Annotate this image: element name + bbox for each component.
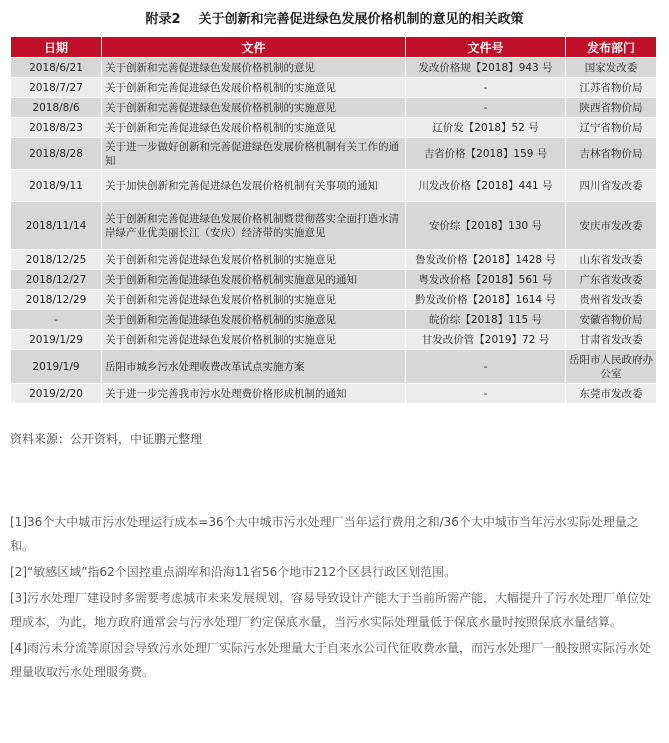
cell-document-number: 辽价发【2018】52 号 bbox=[406, 118, 566, 138]
cell-department: 国家发改委 bbox=[566, 58, 657, 78]
cell-date: 2018/8/28 bbox=[11, 138, 102, 170]
table-row bbox=[11, 384, 657, 404]
cell-document-number: 发改价格规【2018】943 号 bbox=[406, 58, 566, 78]
cell-document: 关于创新和完善促进绿色发展价格机制暨贯彻落实全面打造水清岸绿产业优美丽长江（安庆）经济带的实施意见 bbox=[102, 202, 406, 250]
table-row bbox=[11, 330, 657, 350]
cell-department: 山东省发改委 bbox=[566, 250, 657, 270]
cell-date: 2018/8/23 bbox=[11, 118, 102, 138]
cell-department: 江苏省物价局 bbox=[566, 78, 657, 98]
header-date: 日期 bbox=[11, 37, 102, 58]
table-row bbox=[11, 250, 657, 270]
policy-table bbox=[10, 36, 657, 404]
table-row bbox=[11, 350, 657, 384]
cell-document-number: 皖价综【2018】115 号 bbox=[406, 310, 566, 330]
table-row bbox=[11, 270, 657, 290]
footnote-1: [1]36个大中城市污水处理运行成本=36个大中城市污水处理厂当年运行费用之和/36个大中城市当年污水实际处理量之和。 bbox=[10, 515, 639, 553]
cell-document: 关于创新和完善促进绿色发展价格机制的实施意见 bbox=[102, 330, 406, 350]
header-document: 文件 bbox=[102, 37, 406, 58]
table-row bbox=[11, 290, 657, 310]
cell-document: 关于创新和完善促进绿色发展价格机制的实施意见 bbox=[102, 78, 406, 98]
cell-department: 岳阳市人民政府办公室 bbox=[566, 350, 657, 384]
cell-department: 吉林省物价局 bbox=[566, 138, 657, 170]
table-header-row bbox=[11, 37, 657, 58]
cell-document: 关于创新和完善促进绿色发展价格机制的实施意见 bbox=[102, 98, 406, 118]
cell-department: 陕西省物价局 bbox=[566, 98, 657, 118]
policy-table-container bbox=[10, 36, 656, 404]
table-row bbox=[11, 202, 657, 250]
footnotes bbox=[10, 510, 658, 686]
table-row bbox=[11, 98, 657, 118]
cell-document-number: 甘发改价管【2019】72 号 bbox=[406, 330, 566, 350]
header-document-number: 文件号 bbox=[406, 37, 566, 58]
cell-date: 2018/7/27 bbox=[11, 78, 102, 98]
cell-document-number: 吉省价格【2018】159 号 bbox=[406, 138, 566, 170]
cell-document: 关于进一步做好创新和完善促进绿色发展价格机制有关工作的通知 bbox=[102, 138, 406, 170]
cell-document-number: 鲁发改价格【2018】1428 号 bbox=[406, 250, 566, 270]
cell-document-number: - bbox=[406, 384, 566, 404]
appendix-label: 附录2 bbox=[145, 12, 181, 27]
table-body bbox=[11, 58, 657, 404]
footnote-2: [2]“敏感区域”指62个国控重点湖库和沿海11省56个地市212个区县行政区划范围。 bbox=[10, 565, 457, 579]
cell-document: 关于创新和完善促进绿色发展价格机制的意见 bbox=[102, 58, 406, 78]
cell-document-number: 黔发改价格【2018】1614 号 bbox=[406, 290, 566, 310]
footnote-3: [3]污水处理厂建设时多需要考虑城市未来发展规划，容易导致设计产能大于当前所需产能，大幅提升了污水处理厂单位处理成本，为此，地方政府通常会与污水处理厂约定保底水量，当污水实际处理量低于保底水量时按照保底水量结算。 bbox=[10, 591, 652, 629]
table-row bbox=[11, 170, 657, 202]
cell-date: 2018/12/27 bbox=[11, 270, 102, 290]
cell-document-number: 粤发改价格【2018】561 号 bbox=[406, 270, 566, 290]
cell-date: 2018/12/29 bbox=[11, 290, 102, 310]
table-row bbox=[11, 78, 657, 98]
cell-date: 2019/1/9 bbox=[11, 350, 102, 384]
table-row bbox=[11, 118, 657, 138]
cell-document: 关于加快创新和完善促进绿色发展价格机制有关事项的通知 bbox=[102, 170, 406, 202]
cell-document: 关于创新和完善促进绿色发展价格机制的实施意见 bbox=[102, 250, 406, 270]
cell-department: 安徽省物价局 bbox=[566, 310, 657, 330]
cell-document: 关于进一步完善我市污水处理费价格形成机制的通知 bbox=[102, 384, 406, 404]
cell-date: - bbox=[11, 310, 102, 330]
header-department: 发布部门 bbox=[566, 37, 657, 58]
cell-department: 甘肃省发改委 bbox=[566, 330, 657, 350]
cell-document: 关于创新和完善促进绿色发展价格机制的实施意见 bbox=[102, 310, 406, 330]
cell-department: 贵州省发改委 bbox=[566, 290, 657, 310]
cell-document: 关于创新和完善促进绿色发展价格机制的实施意见 bbox=[102, 118, 406, 138]
table-row bbox=[11, 138, 657, 170]
table-row bbox=[11, 310, 657, 330]
table-row bbox=[11, 58, 657, 78]
cell-date: 2019/2/20 bbox=[11, 384, 102, 404]
table-title bbox=[0, 8, 669, 27]
cell-department: 四川省发改委 bbox=[566, 170, 657, 202]
cell-department: 广东省发改委 bbox=[566, 270, 657, 290]
cell-document-number: 川发改价格【2018】441 号 bbox=[406, 170, 566, 202]
cell-document-number: 安价综【2018】130 号 bbox=[406, 202, 566, 250]
cell-date: 2018/6/21 bbox=[11, 58, 102, 78]
cell-document-number: - bbox=[406, 350, 566, 384]
cell-department: 安庆市发改委 bbox=[566, 202, 657, 250]
cell-date: 2018/11/14 bbox=[11, 202, 102, 250]
cell-document: 岳阳市城乡污水处理收费改革试点实施方案 bbox=[102, 350, 406, 384]
cell-department: 辽宁省物价局 bbox=[566, 118, 657, 138]
cell-document: 关于创新和完善促进绿色发展价格机制的实施意见 bbox=[102, 290, 406, 310]
cell-department: 东莞市发改委 bbox=[566, 384, 657, 404]
cell-document-number: - bbox=[406, 98, 566, 118]
cell-document: 关于创新和完善促进绿色发展价格机制实施意见的通知 bbox=[102, 270, 406, 290]
cell-document-number: - bbox=[406, 78, 566, 98]
table-title-text: 关于创新和完善促进绿色发展价格机制的意见的相关政策 bbox=[198, 12, 524, 27]
cell-date: 2018/8/6 bbox=[11, 98, 102, 118]
cell-date: 2018/9/11 bbox=[11, 170, 102, 202]
cell-date: 2019/1/29 bbox=[11, 330, 102, 350]
source-note: 资料来源：公开资料，中证鹏元整理 bbox=[10, 432, 203, 446]
cell-date: 2018/12/25 bbox=[11, 250, 102, 270]
footnote-4: [4]雨污未分流等原因会导致污水处理厂实际污水处理量大于自来水公司代征收费水量，而污水处理厂一般按照实际污水处理量收取污水处理服务费。 bbox=[10, 641, 652, 679]
